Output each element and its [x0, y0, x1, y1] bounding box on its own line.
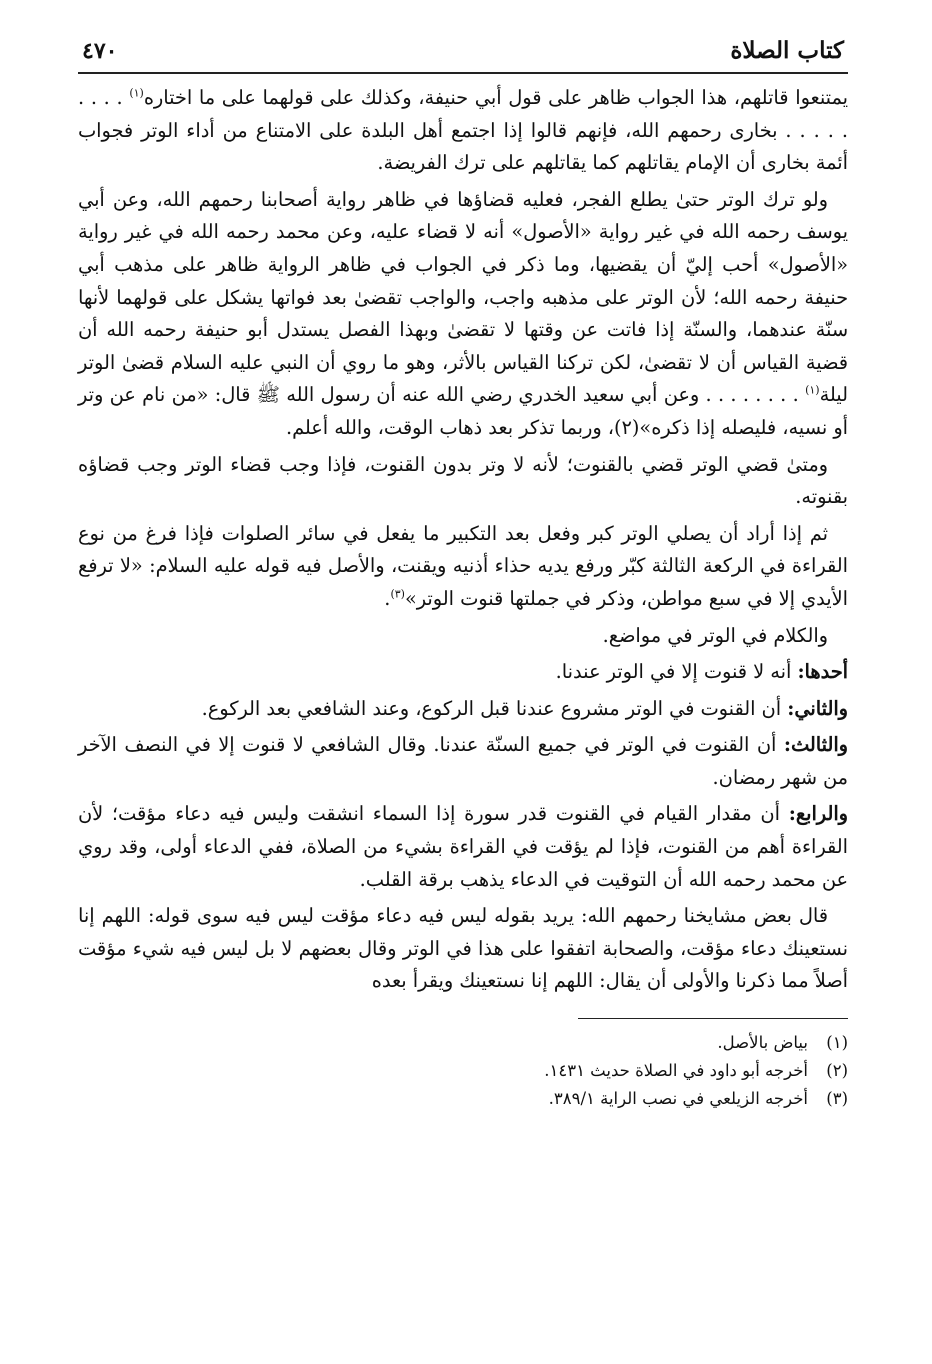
main-text — [78, 82, 848, 998]
paragraph: قال بعض مشايخنا رحمهم الله: يريد بقوله ليس فيه دعاء مؤقت ليس فيه سوى قوله: اللهم إنا نستعينك دعاء مؤقت، والصحابة اتفقوا على هذا في الوتر وقال بعضهم لا بل ليس فيه شيء مؤقت أصلاً مما ذكرنا والأولى أن يقال: اللهم إنا نستعينك ويقرأ بعده — [78, 904, 848, 993]
paragraph: والرابع: أن مقدار القيام في القنوت قدر سورة إذا السماء انشقت وليس فيه دعاء مؤقت؛ لأن القراءة أهم من القنوت، فإذا لم يؤقت في القراءة بشيء من الصلاة، ففي الدعاء أولى، وقد روي عن محمد رحمه الله أن التوقيت في الدعاء يذهب برقة القلب. — [78, 802, 848, 891]
paragraph: يمتنعوا قاتلهم، هذا الجواب ظاهر على قول أبي حنيفة، وكذلك على قولهما على ما اختاره$^{(١)}$ . . . . . . . . . بخارى رحمهم الله، فإنهم قالوا إذا اجتمع أهل البلدة على الامتناع من أداء الوتر فجواب أئمة بخارى أن الإمام يقاتلهم كما يقاتلهم على ترك الفريضة. — [78, 86, 848, 175]
lead-word: والثاني: — [787, 696, 848, 720]
paragraph: والكلام في الوتر في مواضع. — [602, 623, 828, 647]
footnote: (١) بياض بالأصل. — [717, 1033, 848, 1053]
running-title: كتاب الصلاة — [730, 37, 844, 64]
paragraph: ولو ترك الوتر حتىٰ يطلع الفجر، فعليه قضاؤها في ظاهر رواية أصحابنا رحمهم الله، وعن أبي يوسف رحمه الله في غير رواية «الأصول» أنه لا قضاء عليه، وعن محمد رحمه الله في غير رواية «الأصول» أحب إليّ أن يقضيها، وما ذكر في الجواب في ظاهر الرواية ظاهر على مذهب أبي حنيفة رحمه الله؛ لأن الوتر على مذهبه واجب، والواجب تقضىٰ بعد فواتها يشكل على قولهما لأنها سنّة عندهما، والسنّة إذا فاتت عن وقتها لا تقضىٰ وبهذا الفصل يستدل أبو حنيفة رحمه الله أن قضية القياس أن لا تقضىٰ، لكن تركنا القياس بالأثر، وهو ما روي أن النبي عليه السلام قضىٰ الوتر ليلة$^{(١)}$ . . . . . . . . وعن أبي سعيد الخدري رضي الله عنه أن رسول الله ﷺ قال: «من نام عن وتر أو نسيه، فليصله إذا ذكره»(٢)، وربما تذكر بعد ذهاب الوقت، والله أعلم. — [78, 187, 848, 439]
page-number: ٤٧٠ — [82, 38, 118, 64]
footnote: (٢) أخرجه أبو داود في الصلاة حديث ١٤٣١. — [544, 1061, 848, 1081]
footnotes — [78, 1029, 848, 1113]
paragraph: والثالث: أن القنوت في الوتر في جميع السنّة عندنا. وقال الشافعي لا قنوت إلا في النصف الآخر من شهر رمضان. — [78, 733, 848, 789]
footnote: (٣) أخرجه الزيلعي في نصب الراية ٣٨٩/١. — [548, 1089, 848, 1109]
footnote-ref: (١) — [805, 383, 820, 397]
lead-word: والرابع: — [788, 802, 848, 826]
header-rule — [78, 72, 848, 74]
paragraph: ثم إذا أراد أن يصلي الوتر كبر وفعل بعد التكبير ما يفعل في سائر الصلوات فإذا فرغ من نوع القراءة في الركعة الثالثة كبّر ورفع يديه حذاء أذنيه ويقنت، والأصل فيه قوله عليه السلام: «لا ترفع الأيدي إلا في سبع مواطن، وذكر في جملتها قنوت الوتر»$^{(٣)}$. — [78, 521, 848, 610]
lead-word: والثالث: — [783, 733, 848, 757]
footnote-ref: (٣) — [390, 587, 405, 601]
lead-word: أحدها: — [797, 660, 848, 684]
paragraph: ومتىٰ قضي الوتر قضي بالقنوت؛ لأنه لا وتر بدون القنوت، فإذا وجب قضاء الوتر وجب قضاؤه بقنوته. — [78, 452, 848, 509]
paragraph: والثاني: أن القنوت في الوتر مشروع عندنا قبل الركوع، وعند الشافعي بعد الركوع. — [201, 696, 848, 720]
paragraph: أحدها: أنه لا قنوت إلا في الوتر عندنا. — [555, 660, 848, 684]
page-header — [78, 36, 848, 72]
footnote-rule — [578, 1018, 848, 1019]
footnote-ref: (١) — [129, 86, 144, 100]
